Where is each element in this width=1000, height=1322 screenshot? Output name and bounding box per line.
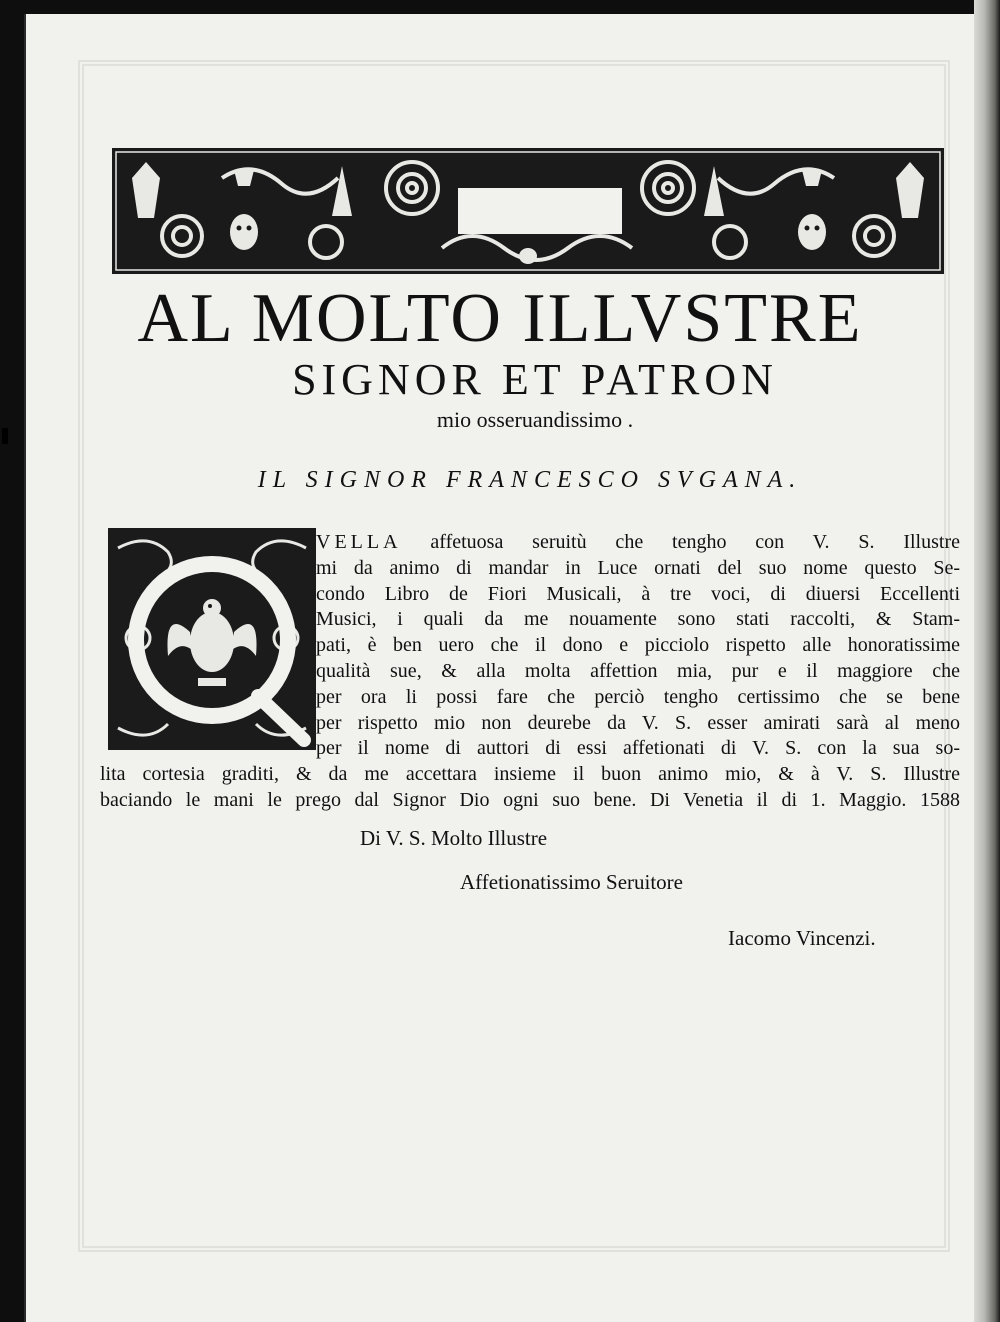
body-line-lead: VELLA xyxy=(316,531,402,553)
body-line: baciando le mani le prego dal Signor Dio ogni suo bene. Di Venetia il di 1. Maggio. 1588 xyxy=(100,788,960,811)
heading-line-2: SIGNOR ET PATRON xyxy=(292,355,778,404)
body-line: Musici, i quali da me nouamente sono stati raccolti, & Stam- xyxy=(316,608,960,631)
body-line: qualità sue, & alla molta affettion mia, pur e il maggiore che xyxy=(316,659,960,682)
dedication-body xyxy=(100,530,960,814)
page-edge xyxy=(974,0,1000,1322)
body-line-text: affetuosa seruitù che tengho con V. S. Illustre xyxy=(401,531,960,553)
body-line: condo Libro de Fiori Musicali, à tre voci, di diuersi Eccellenti xyxy=(316,582,960,605)
signature: Iacomo Vincenzi. xyxy=(728,926,876,950)
body-line: pati, è ben uero che il dono e picciolo rispetto alle honoratissime xyxy=(316,634,960,657)
body-line: per il nome di auttori di essi affetionati di V. S. con la sua so- xyxy=(316,737,960,760)
body-line: per rispetto mio non deurebe da V. S. esser amirati sarà al meno xyxy=(316,711,960,734)
body-line: lita cortesia graditi, & da me accettara insieme il buon animo mio, & à V. S. Illustre xyxy=(100,763,960,786)
closing-salutation: Di V. S. Molto Illustre xyxy=(360,826,548,850)
woodcut-headpiece xyxy=(112,148,944,274)
initial-letter-text: Q xyxy=(108,528,109,529)
heading-line-3: mio osseruandissimo . xyxy=(436,407,634,432)
body-line xyxy=(100,530,960,556)
heading-line-1: AL MOLTO ILLVSTRE xyxy=(137,280,863,357)
body-line: mi da animo di mandar in Luce ornati del suo nome questo Se- xyxy=(316,556,960,579)
dedicatee-name: IL SIGNOR FRANCESCO SVGANA. xyxy=(257,467,803,493)
body-line: per ora li possi fare che perciò tengho certissimo che se bene xyxy=(316,685,960,708)
headpiece-ornament-icon xyxy=(112,148,944,274)
closing-servant: Affetionatissimo Seruitore xyxy=(460,870,683,894)
